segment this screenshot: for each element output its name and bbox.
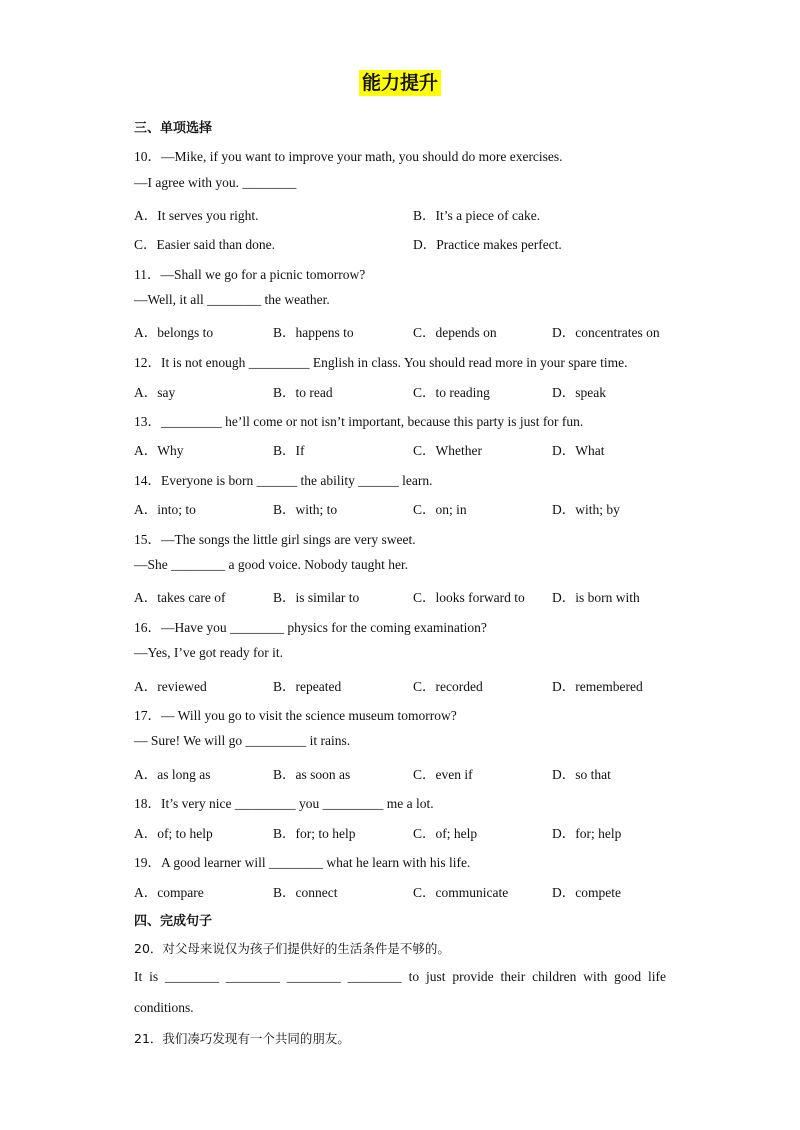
q10-option-d[interactable]: D．Practice makes perfect. (413, 237, 562, 252)
question-21-stem: 21．我们凑巧发现有一个共同的朋友。 (134, 1031, 350, 1046)
question-20-blank-line[interactable]: It is ________ ________ ________ ________ to just provide their children with good life (134, 969, 666, 984)
section-heading-complete-sentences: 四、完成句子 (134, 914, 213, 929)
q14-option-b[interactable]: B．with; to (273, 502, 338, 517)
question-11-stem: 11．—Shall we go for a picnic tomorrow? (134, 267, 366, 282)
question-19-stem: 19．A good learner will ________ what he learn with his life. (134, 855, 471, 870)
q16-option-a[interactable]: A．reviewed (134, 679, 207, 694)
question-20-line-end: conditions. (134, 1000, 194, 1015)
question-17-stem: 17．— Will you go to visit the science museum tomorrow? (134, 708, 457, 723)
q16-option-c[interactable]: C．recorded (413, 679, 483, 694)
q15-option-c[interactable]: C．looks forward to (413, 590, 525, 605)
q13-option-d[interactable]: D．What (552, 443, 605, 458)
question-16-response: —Yes, I’ve got ready for it. (134, 645, 283, 660)
question-10-stem: 10．—Mike, if you want to improve your math, you should do more exercises. (134, 149, 563, 164)
q17-option-a[interactable]: A．as long as (134, 767, 211, 782)
q17-option-d[interactable]: D．so that (552, 767, 611, 782)
q16-option-b[interactable]: B．repeated (273, 679, 342, 694)
question-15-response: —She ________ a good voice. Nobody taught her. (134, 557, 409, 572)
q17-option-c[interactable]: C．even if (413, 767, 473, 782)
q15-option-d[interactable]: D．is born with (552, 590, 640, 605)
q15-option-a[interactable]: A．takes care of (134, 590, 226, 605)
q13-option-a[interactable]: A．Why (134, 443, 184, 458)
q17-option-b[interactable]: B．as soon as (273, 767, 351, 782)
question-10-response: —I agree with you. ________ (134, 175, 297, 190)
q19-option-a[interactable]: A．compare (134, 885, 204, 900)
q14-option-c[interactable]: C．on; in (413, 502, 467, 517)
q14-option-a[interactable]: A．into; to (134, 502, 196, 517)
q14-option-d[interactable]: D．with; by (552, 502, 620, 517)
question-11-response: —Well, it all ________ the weather. (134, 292, 330, 307)
question-14-stem: 14．Everyone is born ______ the ability ______ learn. (134, 473, 433, 488)
q11-option-a[interactable]: A．belongs to (134, 325, 214, 340)
q16-option-d[interactable]: D．remembered (552, 679, 643, 694)
q18-option-c[interactable]: C．of; help (413, 826, 478, 841)
q12-option-c[interactable]: C．to reading (413, 385, 490, 400)
q18-option-a[interactable]: A．of; to help (134, 826, 213, 841)
page-title: 能力提升 (0, 68, 800, 95)
q10-option-c[interactable]: C．Easier said than done. (134, 237, 275, 252)
q12-option-a[interactable]: A．say (134, 385, 176, 400)
q19-option-c[interactable]: C．communicate (413, 885, 509, 900)
q13-option-b[interactable]: B．If (273, 443, 305, 458)
q12-option-b[interactable]: B．to read (273, 385, 333, 400)
question-16-stem: 16．—Have you ________ physics for the coming examination? (134, 620, 487, 635)
q13-option-c[interactable]: C．Whether (413, 443, 482, 458)
q10-option-b[interactable]: B．It’s a piece of cake. (413, 208, 541, 223)
section-heading-single-choice: 三、单项选择 (134, 121, 213, 136)
q10-option-a[interactable]: A．It serves you right. (134, 208, 259, 223)
q11-option-c[interactable]: C．depends on (413, 325, 497, 340)
q11-option-d[interactable]: D．concentrates on (552, 325, 660, 340)
question-17-response: — Sure! We will go _________ it rains. (134, 733, 351, 748)
question-18-stem: 18．It’s very nice _________ you _________ me a lot. (134, 796, 434, 811)
q18-option-b[interactable]: B．for; to help (273, 826, 356, 841)
q12-option-d[interactable]: D．speak (552, 385, 606, 400)
q15-option-b[interactable]: B．is similar to (273, 590, 360, 605)
question-13-stem: 13．_________ he’ll come or not isn’t important, because this party is just for fun. (134, 414, 584, 429)
question-20-stem: 20．对父母来说仅为孩子们提供好的生活条件是不够的。 (134, 941, 450, 956)
q19-option-d[interactable]: D．compete (552, 885, 621, 900)
q11-option-b[interactable]: B．happens to (273, 325, 354, 340)
question-12-stem: 12．It is not enough _________ English in class. You should read more in your spare time. (134, 355, 628, 370)
question-15-stem: 15．—The songs the little girl sings are very sweet. (134, 532, 416, 547)
q18-option-d[interactable]: D．for; help (552, 826, 622, 841)
q19-option-b[interactable]: B．connect (273, 885, 338, 900)
